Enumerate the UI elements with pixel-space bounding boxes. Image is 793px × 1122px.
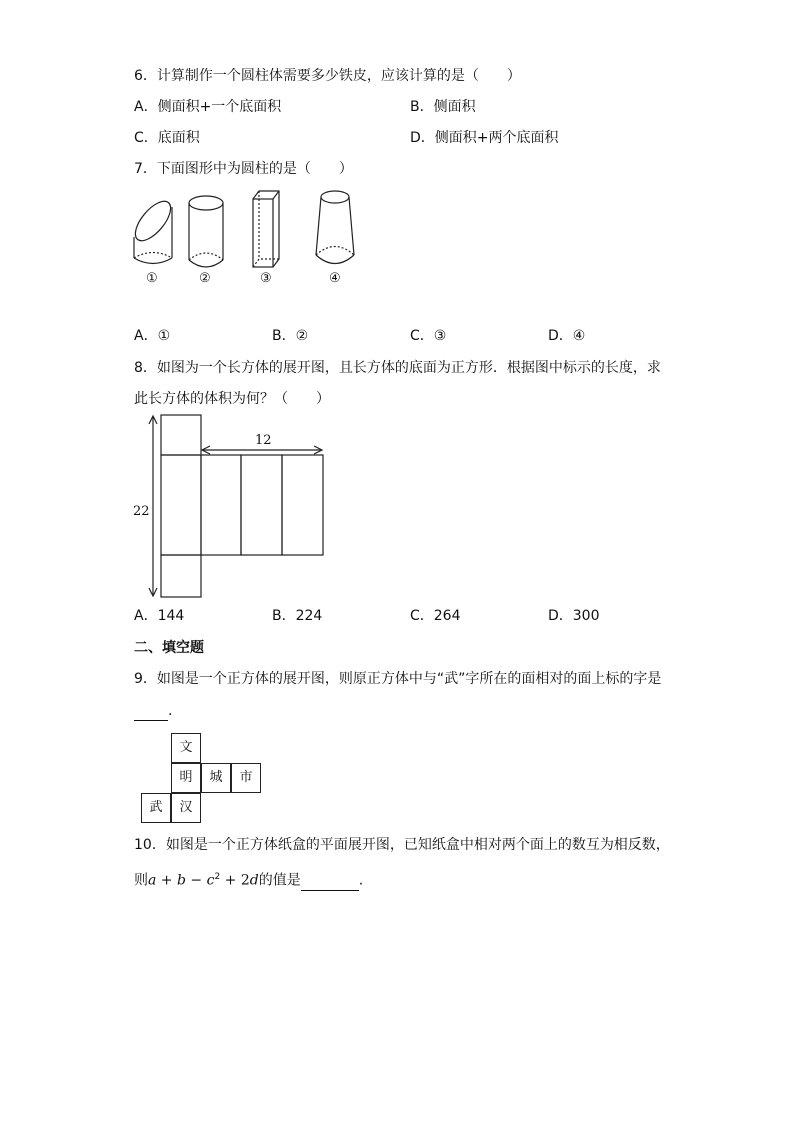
figure-label-2: ② bbox=[199, 271, 211, 286]
q7-option-b: B．② bbox=[272, 328, 309, 344]
q8-option-d: D．300 bbox=[548, 608, 600, 624]
cell-wu: 武 bbox=[141, 793, 171, 823]
q8-stem-line1: 8．如图为一个长方体的展开图，且长方体的底面为正方形．根据图中标示的长度，求 bbox=[134, 360, 661, 376]
q9-answer-line bbox=[134, 702, 172, 721]
q8-option-c: C．264 bbox=[410, 608, 461, 624]
q6-option-c: C．底面积 bbox=[134, 130, 200, 146]
q8-stem-line2: 此长方体的体积为何？（ ） bbox=[134, 391, 330, 407]
q10-stem: 10．如图是一个正方体纸盒的平面展开图，已知纸盒中相对两个面上的数互为相反数， bbox=[134, 837, 670, 853]
q10-prefix: 则 bbox=[134, 872, 148, 889]
q8-option-b: B．224 bbox=[272, 608, 323, 624]
q9-period: . bbox=[168, 703, 173, 719]
q10-suffix: 的值是 bbox=[258, 872, 301, 889]
q7-option-d: D．④ bbox=[548, 328, 586, 344]
q7-option-a: A．① bbox=[134, 328, 171, 344]
figure-slanted-cylinder bbox=[129, 196, 177, 264]
q10-period: . bbox=[358, 872, 364, 889]
q10-expression-line: 则$a + b - c^2 + 2d$的值是 . bbox=[134, 872, 364, 889]
dimension-22-label: 22 bbox=[133, 504, 150, 519]
q6-stem: 6．计算制作一个圆柱体需要多少铁皮，应该计算的是（ ） bbox=[134, 68, 521, 84]
q7-option-c: C．③ bbox=[410, 328, 447, 344]
figure-prism bbox=[253, 191, 279, 267]
q6-option-a: A．侧面积+一个底面积 bbox=[134, 99, 282, 115]
q9-stem: 9．如图是一个正方体的展开图，则原正方体中与“武”字所在的面相对的面上标的字是 bbox=[134, 671, 662, 687]
dimension-12-label: 12 bbox=[255, 433, 272, 448]
section-title-fill-blank: 二、填空题 bbox=[134, 640, 204, 656]
q10-math-expression: a bbox=[148, 872, 157, 889]
figure-label-3: ③ bbox=[260, 271, 272, 286]
q6-option-b: B．侧面积 bbox=[410, 99, 476, 115]
q8-option-a: A．144 bbox=[134, 608, 185, 624]
q9-answer-blank[interactable] bbox=[134, 702, 168, 721]
cell-ming: 明 bbox=[171, 763, 201, 793]
q7-stem: 7．下面图形中为圆柱的是（ ） bbox=[134, 161, 353, 177]
cell-wen: 文 bbox=[171, 733, 201, 763]
figure-label-4: ④ bbox=[329, 271, 341, 286]
cell-han: 汉 bbox=[171, 793, 201, 823]
q8-net-diagram bbox=[130, 410, 330, 605]
figure-frustum bbox=[316, 191, 354, 264]
figure-label-1: ① bbox=[146, 271, 158, 286]
cell-cheng: 城 bbox=[201, 763, 231, 793]
q7-figures bbox=[120, 185, 380, 295]
figure-cylinder bbox=[189, 196, 223, 267]
q10-answer-blank[interactable] bbox=[301, 872, 359, 891]
cell-shi: 市 bbox=[231, 763, 261, 793]
q6-option-d: D．侧面积+两个底面积 bbox=[410, 130, 559, 146]
